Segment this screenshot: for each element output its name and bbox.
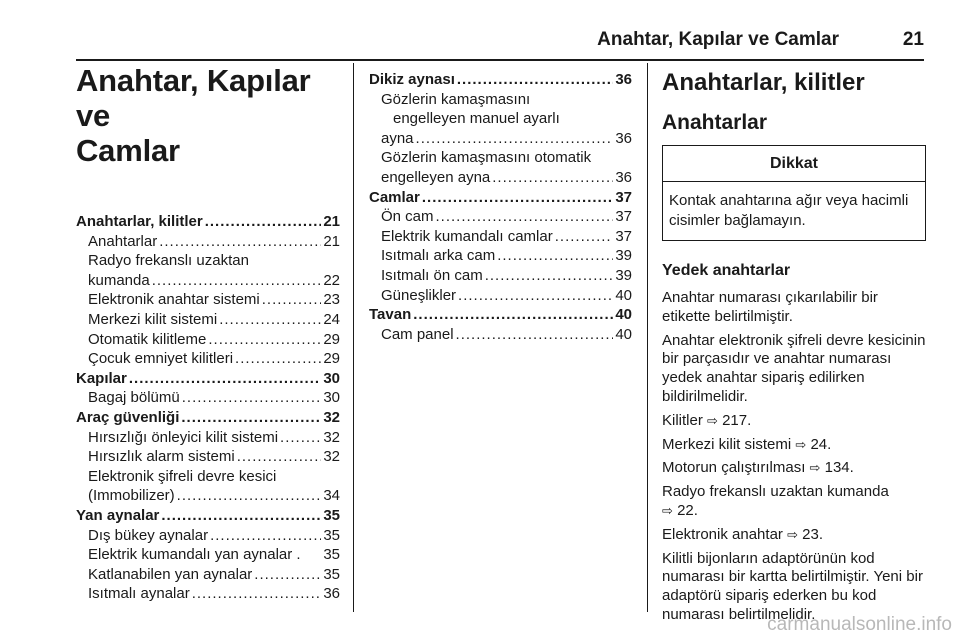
toc-entry-bagaj[interactable]: Bagaj bölümü ..... 30 [76,388,340,408]
toc-entry-elektronik-anahtar[interactable]: Elektronik anahtar sistemi ..... 23 [76,290,340,310]
toc-entry-otomatik-line1: Gözlerin kamaşmasını otomatik [381,149,592,167]
toc-entry-yan-aynalar[interactable]: Yan aynalar ..... 35 [76,506,340,526]
paragraph-wheel-lock: Kilitli bijonların adaptörünün kod numarası bir kartta belirtilmiştir. Yeni bir adaptörü sipariş ederken bu kod numarası belirtilmelidir. [662,549,923,623]
watermark: carmanualsonline.info [767,614,952,635]
chapter-title-line2: Camlar [76,133,180,168]
ref-arrow-icon: ⇨ [809,460,821,476]
notice-heading: Dikkat [663,146,925,182]
toc-entry-manuel-line1: Gözlerin kamaşmasını [381,90,531,108]
ref-arrow-icon: ⇨ [707,412,718,428]
toc-entry-tavan[interactable]: Tavan ..... 40 [369,305,632,325]
toc-entry-elektrik-camlar[interactable]: Elektrik kumandalı camlar ..... 37 [369,227,632,247]
cross-ref-kilitler[interactable]: Kilitler ⇨ 217. [662,411,752,429]
toc-entry-dis-bukey[interactable]: Dış bükey aynalar ..... 35 [76,526,340,546]
toc-entry-manuel-line2: engelleyen manuel ayarlı [393,110,560,128]
toc-entry-merkezi-kilit[interactable]: Merkezi kilit sistemi ..... 24 [76,310,340,330]
toc-entry-katlanabilen[interactable]: Katlanabilen yan aynalar ..... 35 [76,565,340,585]
chapter-title-line1: Anahtar, Kapılar ve [76,63,311,133]
paragraph-key-label: Anahtar numarası çıkarılabilir bir etikette belirtilmiştir. [662,289,878,325]
middle-column [369,70,632,344]
toc-entry-elektrik-yan-ayna[interactable]: Elektrik kumandalı yan aynalar . 35 [88,546,340,564]
toc-entry-otomatik[interactable]: engelleyen ayna ..... 36 [369,168,632,188]
section-title: Anahtarlar, kilitler [662,69,865,96]
cross-ref-radyo[interactable]: Radyo frekanslı uzaktan kumanda ⇨ 22. [662,483,889,519]
toc-entry-guneslikler[interactable]: Güneşlikler ..... 40 [369,286,632,306]
ref-arrow-icon: ⇨ [787,526,798,542]
notice-body: Kontak anahtarına ağır veya hacimli cisimler bağlamayın. [669,192,909,229]
cross-ref-motor[interactable]: Motorun çalıştırılması ⇨ 134. [662,459,854,477]
toc-entry-anahtarlar-kilitler[interactable]: Anahtarlar, kilitler ..... 21 [76,212,340,232]
left-column [76,63,340,604]
chapter-title [76,63,340,168]
table-of-contents-continued [369,70,632,344]
page-header [76,27,924,57]
header-rule [76,59,924,61]
ref-arrow-icon: ⇨ [662,502,673,518]
toc-entry-immobilizer-line1: Elektronik şifreli devre kesici [88,467,277,485]
toc-entry-radyo-line1: Radyo frekanslı uzaktan [88,252,249,270]
toc-entry-otomatik-kilitleme[interactable]: Otomatik kilitleme ..... 29 [76,330,340,350]
toc-entry-hirsizlik-alarm[interactable]: Hırsızlık alarm sistemi ..... 32 [76,447,340,467]
toc-entry-camlar[interactable]: Camlar ..... 37 [369,188,632,208]
toc-entry-arka-cam[interactable]: Isıtmalı arka cam ..... 39 [369,246,632,266]
toc-entry-isitmali-aynalar[interactable]: Isıtmalı aynalar ..... 36 [76,584,340,604]
page-number: 21 [902,29,924,50]
toc-entry-cam-panel[interactable]: Cam panel ..... 40 [369,325,632,345]
cross-ref-elektronik-anahtar[interactable]: Elektronik anahtar ⇨ 23. [662,525,824,543]
toc-entry-immobilizer[interactable]: (Immobilizer) ..... 34 [76,486,340,506]
ref-arrow-icon: ⇨ [795,436,807,452]
toc-entry-on-cam[interactable]: Ön cam ..... 37 [369,207,632,227]
column-divider-1 [353,63,354,612]
toc-entry-dikiz-aynasi[interactable]: Dikiz aynası ..... 36 [369,70,632,90]
cross-ref-merkezi-kilit[interactable]: Merkezi kilit sistemi ⇨ 24. [662,435,832,453]
running-title: Anahtar, Kapılar ve Camlar [597,29,839,50]
toc-entry-radyo[interactable]: kumanda ..... 22 [76,271,340,291]
right-column [662,63,926,630]
toc-entry-hirsizlik-onleyici[interactable]: Hırsızlığı önleyici kilit sistemi ..... 32 [76,428,340,448]
spare-keys-heading: Yedek anahtarlar [662,262,791,279]
toc-entry-anahtarlar[interactable]: Anahtarlar ..... 21 [76,232,340,252]
toc-entry-arac-guvenligi[interactable]: Araç güvenliği ..... 32 [76,408,340,428]
toc-entry-isitmali-on-cam[interactable]: Isıtmalı ön cam ..... 39 [369,266,632,286]
notice-box [662,145,926,241]
paragraph-key-immobilizer: Anahtar elektronik şifreli devre kesicinin bir parçasıdır ve anahtar numarası yedek anahtar sipariş edilirken bildirilmelidir. [662,331,926,405]
column-divider-2 [647,63,648,612]
toc-entry-cocuk-emniyet[interactable]: Çocuk emniyet kilitleri ..... 29 [76,349,340,369]
table-of-contents [76,212,340,604]
subsection-title: Anahtarlar [662,111,768,134]
toc-entry-kapilar[interactable]: Kapılar ..... 30 [76,369,340,389]
toc-entry-manuel[interactable]: ayna ..... 36 [369,129,632,149]
